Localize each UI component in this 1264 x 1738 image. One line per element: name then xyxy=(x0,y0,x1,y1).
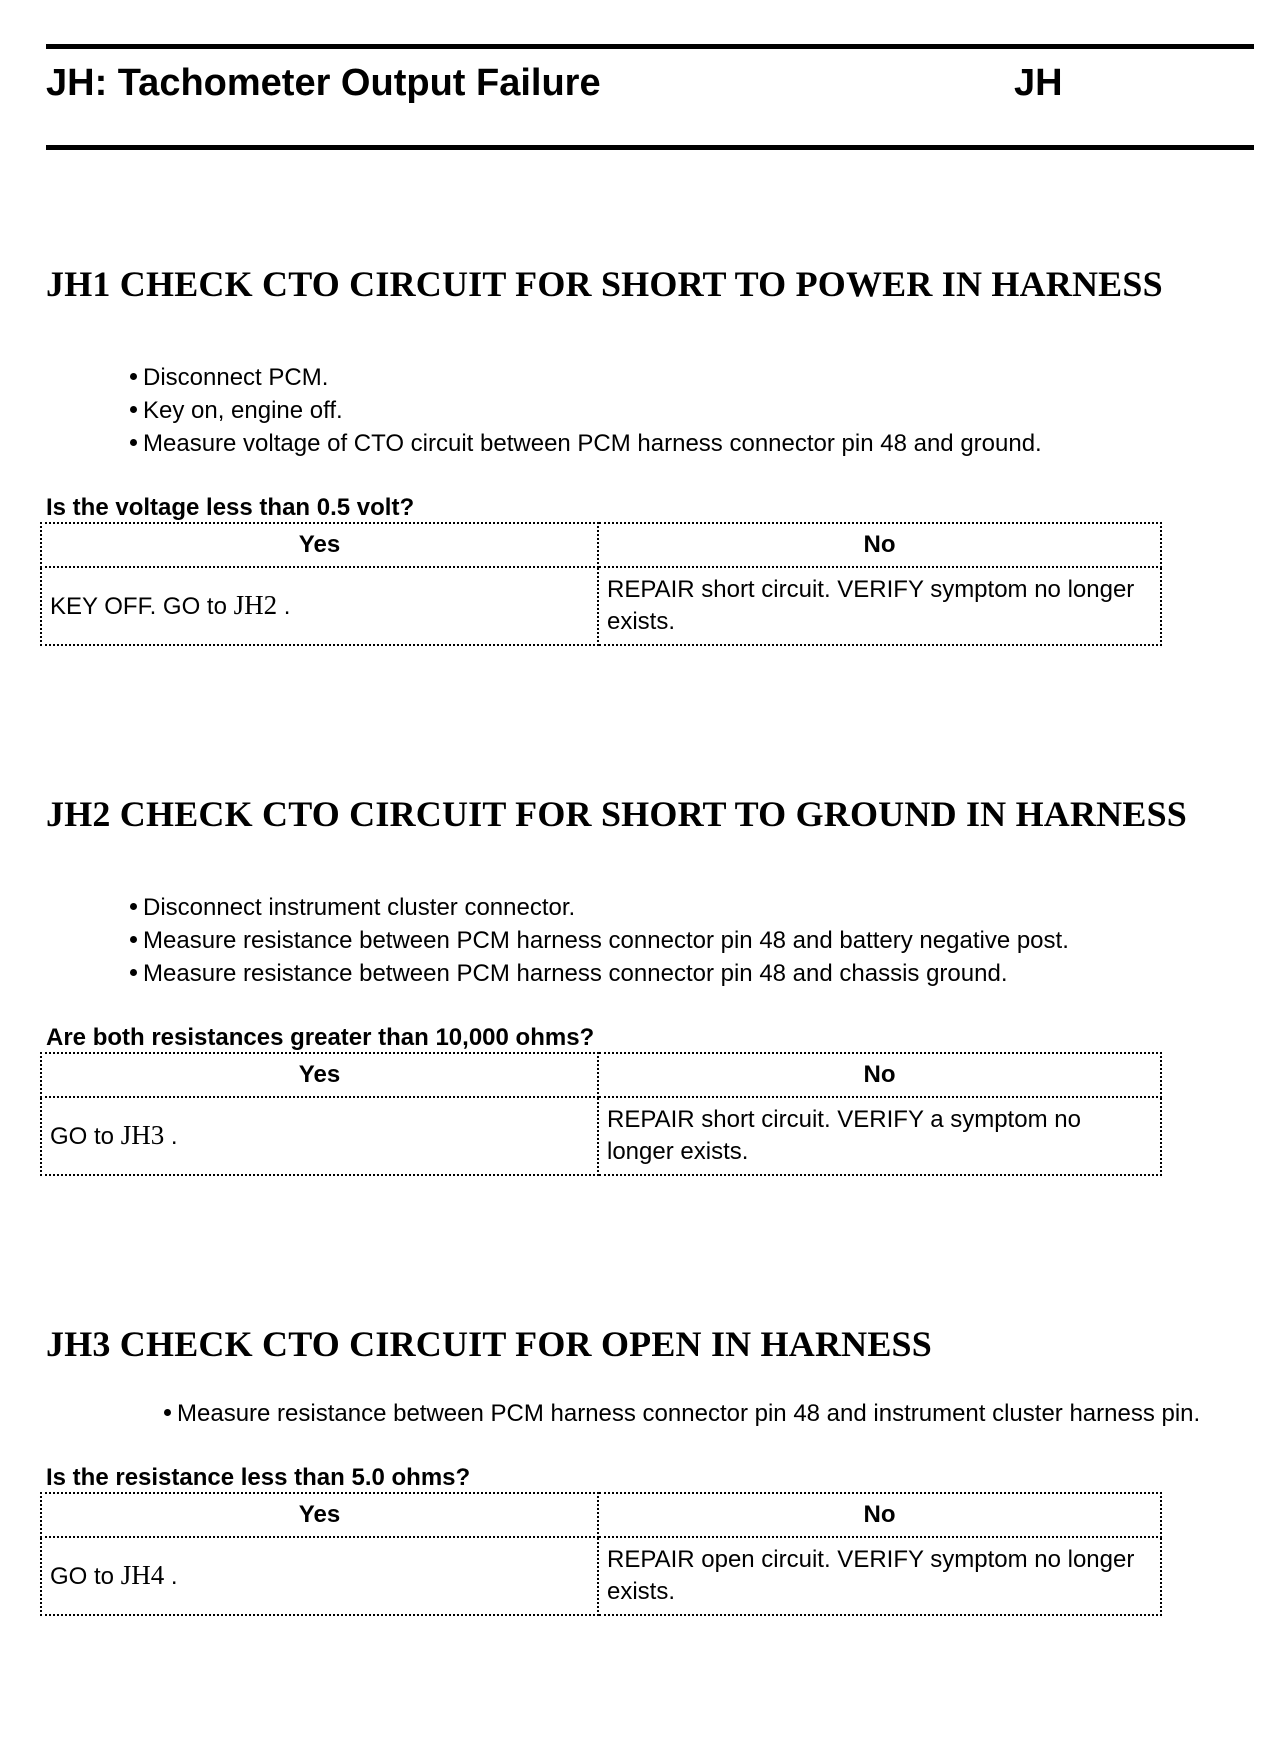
bullet-item: Disconnect PCM. xyxy=(130,361,1236,394)
bullet-icon xyxy=(164,1409,171,1416)
bullet-icon xyxy=(130,373,137,380)
step-link-jh4[interactable]: JH4 xyxy=(120,1560,165,1590)
page-code: JH xyxy=(1014,62,1063,104)
bullet-item: Disconnect instrument cluster connector. xyxy=(130,891,1236,924)
yes-action: GO to JH3 . xyxy=(41,1097,598,1175)
yes-action: GO to JH4 . xyxy=(41,1537,598,1615)
step-bullets xyxy=(46,1397,1236,1430)
yes-header: Yes xyxy=(41,1493,598,1537)
step-jh1 xyxy=(46,262,1236,646)
yes-action: KEY OFF. GO to JH2 . xyxy=(41,567,598,645)
step-jh3 xyxy=(46,1322,1236,1616)
step-jh2 xyxy=(46,792,1236,1176)
header-top-rule xyxy=(46,44,1254,49)
step-heading: JH1 CHECK CTO CIRCUIT FOR SHORT TO POWER IN HARNESS xyxy=(46,264,1163,304)
bullet-item: Measure voltage of CTO circuit between PCM harness connector pin 48 and ground. xyxy=(130,427,1236,460)
step-heading: JH2 CHECK CTO CIRCUIT FOR SHORT TO GROUND IN HARNESS xyxy=(46,794,1188,834)
bullet-icon xyxy=(130,439,137,446)
yes-no-table xyxy=(40,1052,1162,1176)
bullet-icon xyxy=(130,903,137,910)
bullet-icon xyxy=(130,406,137,413)
page-title: JH: Tachometer Output Failure xyxy=(46,62,601,104)
bullet-icon xyxy=(130,936,137,943)
step-question: Are both resistances greater than 10,000 ohms? xyxy=(46,1024,595,1051)
bullet-item: Measure resistance between PCM harness connector pin 48 and battery negative post. xyxy=(130,924,1236,957)
bullet-icon xyxy=(130,969,137,976)
bullet-item: Measure resistance between PCM harness connector pin 48 and chassis ground. xyxy=(130,957,1236,990)
no-header: No xyxy=(598,1053,1161,1097)
step-bullets xyxy=(46,891,1236,990)
header-bottom-rule xyxy=(46,145,1254,150)
no-header: No xyxy=(598,1493,1161,1537)
no-action: REPAIR short circuit. VERIFY symptom no longer exists. xyxy=(598,567,1161,645)
step-question: Is the resistance less than 5.0 ohms? xyxy=(46,1464,471,1491)
step-bullets xyxy=(46,361,1236,460)
step-heading: JH3 CHECK CTO CIRCUIT FOR OPEN IN HARNESS xyxy=(46,1324,932,1364)
yes-no-table xyxy=(40,522,1162,646)
bullet-item: Measure resistance between PCM harness connector pin 48 and instrument cluster harness pin. xyxy=(130,1397,1236,1430)
no-action: REPAIR short circuit. VERIFY a symptom no longer exists. xyxy=(598,1097,1161,1175)
step-link-jh3[interactable]: JH3 xyxy=(120,1120,165,1150)
yes-header: Yes xyxy=(41,1053,598,1097)
step-link-jh2[interactable]: JH2 xyxy=(233,590,278,620)
no-header: No xyxy=(598,523,1161,567)
yes-header: Yes xyxy=(41,523,598,567)
step-question: Is the voltage less than 0.5 volt? xyxy=(46,494,415,521)
yes-no-table xyxy=(40,1492,1162,1616)
bullet-item: Key on, engine off. xyxy=(130,394,1236,427)
no-action: REPAIR open circuit. VERIFY symptom no longer exists. xyxy=(598,1537,1161,1615)
